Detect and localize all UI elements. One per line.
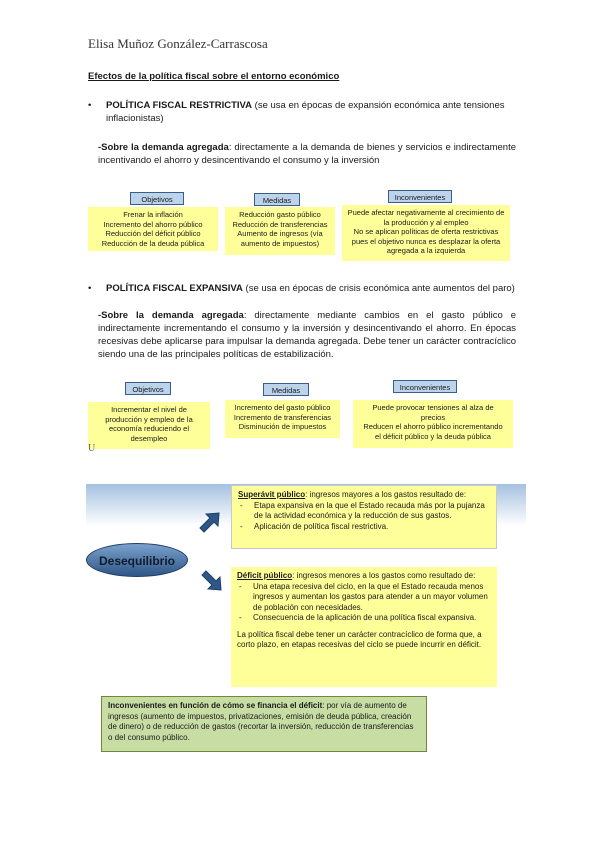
list-item: Reducción gasto público (239, 210, 321, 219)
expansiva-heading-rest: (se usa en épocas de crisis económica ante aumentos del paro) (242, 283, 515, 294)
stray-mark: U (88, 443, 96, 454)
list-item: Incremento de transferencias (233, 412, 332, 422)
document-title: Efectos de la política fiscal sobre el entorno económico (88, 71, 340, 82)
superavit-box (231, 485, 497, 549)
expansiva-heading-line (106, 282, 516, 295)
list-item: Disminución de impuestos (238, 422, 327, 431)
deficit-list (237, 582, 491, 624)
superavit-label: Superávit público (238, 490, 306, 499)
list-item: - Etapa expansiva en la que el Estado recauda más por la pujanza de la actividad económica y la reducción de sus gastos. (248, 501, 490, 522)
superavit-list (238, 501, 490, 533)
list-item: Reducción de la deuda pública (101, 238, 205, 248)
list-item: Reducen el ahorro público incrementando (363, 422, 503, 431)
arrow-up-right-icon (198, 511, 220, 535)
list-item: Puede provocar tensiones al alza de (372, 403, 494, 412)
inconvenientes-financia-box (101, 696, 427, 752)
list-item: - Aplicación de política fiscal restrictiva. (248, 522, 490, 533)
expansiva-medidas-box (225, 400, 340, 438)
restrictiva-demanda-text: : directamente a la demanda de bienes y servicios e indirectamente incentivando el ahorro y desincentivando el consumo y la inversión (98, 142, 517, 166)
list-item: Incremento del ahorro público (103, 219, 203, 229)
expansiva-demanda-text: : directamente mediante cambios en el gasto público e indirectamente incrementando el consumo y la inversión y desincentivando el ahorro. En épocas recesivas debe aplicarse para impulsar la demanda agregada. Debe tener un carácter contracíclico siendo una de las principales políticas de estabilización. (98, 310, 517, 360)
restrictiva-objetivos-box (88, 207, 218, 251)
restrictiva-demanda-label: -Sobre la demanda agregada (98, 142, 229, 153)
list-item: Incremento del gasto público (234, 403, 331, 412)
restrictiva-heading-rest: (se usa en épocas de expansión económica ante tensiones inflacionistas) (106, 100, 505, 124)
expansiva-inconvenientes-box (353, 400, 513, 448)
list-item: agregada a la izquierda (386, 246, 466, 255)
list-item: pues el objetivo nunca es desplazar la oferta (351, 236, 501, 246)
expansiva-bullet (88, 282, 518, 296)
inconvenientes-financia-label: Inconvenientes en función de cómo se financia el déficit (108, 701, 323, 710)
restrictiva-medidas-box (225, 207, 335, 255)
deficit-note: La política fiscal debe tener un carácter contracíclico de forma que, a corto plazo, en etapas recesivas del ciclo se puede incurrir en déficit. (237, 629, 482, 649)
expansiva-heading: POLÍTICA FISCAL EXPANSIVA (106, 283, 243, 294)
list-item: economía reduciendo el (108, 424, 190, 433)
expansiva-medidas-tag: Medidas (263, 383, 309, 396)
expansiva-objetivos-tag: Objetivos (125, 382, 171, 395)
author-name: Elisa Muñoz González-Carrascosa (88, 36, 268, 51)
expansiva-demanda-label: -Sobre la demanda agregada (98, 310, 244, 321)
arrow-down-right-icon (200, 568, 222, 592)
inconvenientes-financia-text: : por vía de aumento de ingresos (aumento de impuestos, privatizaciones, emisión de deuda pública, creación de dinero) o de reducción de gastos (recortar la inversión, reducción de transferencias o del consumo público. (108, 701, 414, 742)
restrictiva-heading: POLÍTICA FISCAL RESTRICTIVA (106, 100, 253, 111)
list-item: - Una etapa recesiva del ciclo, en la que el Estado recauda menos ingresos y aumentan los gastos para atender a un mayor volumen de población con necesidades. (247, 582, 491, 614)
list-item: - Consecuencia de la aplicación de una política fiscal expansiva. (247, 613, 491, 624)
list-item: producción y empleo de la (105, 414, 193, 424)
expansiva-objetivos-box (88, 402, 210, 449)
list-item: Reducción del déficit público (105, 229, 201, 238)
list-item: aumento de impuestos) (240, 238, 320, 248)
list-item: el déficit público y la deuda pública (375, 431, 491, 441)
bullet-icon: • (88, 283, 92, 294)
list-item: Incrementar el nivel de (111, 405, 187, 414)
restrictiva-heading-line (106, 99, 516, 125)
list-item: desempleo (130, 433, 168, 443)
list-item: Reducción de transferencias (232, 219, 328, 229)
expansiva-inconvenientes-tag: Inconvenientes (393, 380, 457, 393)
restrictiva-medidas-tag: Medidas (254, 193, 300, 206)
restrictiva-inconvenientes-tag: Inconvenientes (388, 190, 452, 203)
list-item: Frenar la inflación (123, 210, 183, 219)
list-item: No se aplican políticas de oferta restrictivas (353, 227, 499, 236)
restrictiva-demanda (98, 141, 516, 167)
list-item: la producción y al empleo (383, 217, 469, 227)
expansiva-demanda (98, 309, 516, 361)
deficit-text: : ingresos menores a los gastos como resultado de: (292, 571, 476, 580)
deficit-label: Déficit público (237, 571, 293, 580)
deficit-heading (237, 571, 491, 582)
restrictiva-objetivos-tag: Objetivos (130, 192, 184, 205)
superavit-text: : ingresos mayores a los gastos resultado de: (305, 490, 467, 499)
list-item: Puede afectar negativamente al crecimiento de (347, 208, 505, 217)
deficit-box (231, 567, 497, 687)
bullet-icon: • (88, 100, 92, 111)
list-item: Aumento de ingresos (vía (237, 229, 323, 238)
list-item: precios (420, 412, 446, 422)
restrictiva-inconvenientes-box (342, 205, 510, 261)
superavit-heading (238, 490, 490, 501)
restrictiva-bullet (88, 99, 518, 125)
desequilibrio-ellipse: Desequilibrio (86, 543, 188, 577)
